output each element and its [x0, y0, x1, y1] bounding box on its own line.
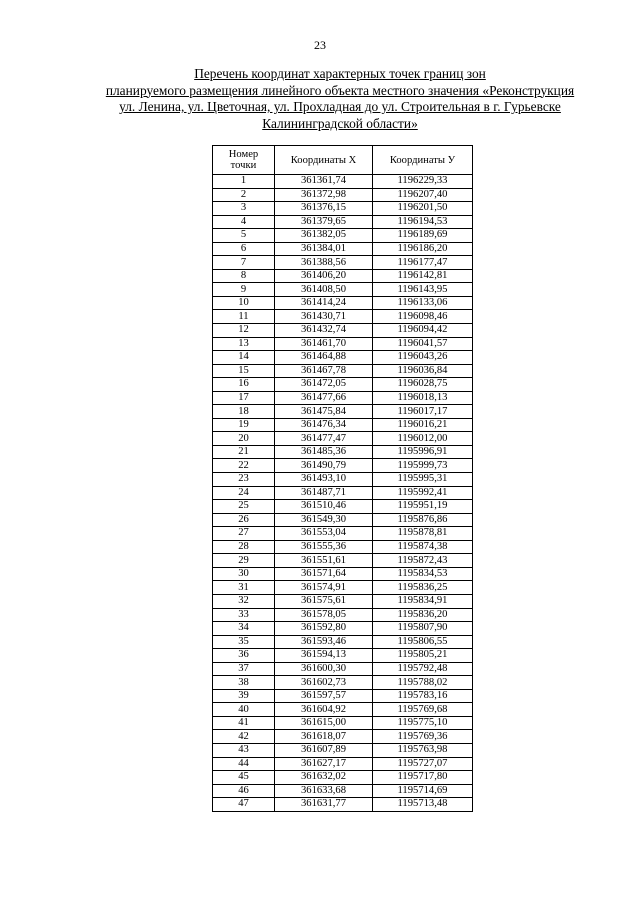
table-row: [213, 269, 473, 283]
cell-coordinate-x: 361632,02: [275, 771, 373, 785]
cell-coordinate-y: 1195874,38: [373, 540, 473, 554]
cell-point-number: 36: [213, 649, 275, 663]
cell-coordinate-x: 361597,57: [275, 689, 373, 703]
cell-point-number: 26: [213, 513, 275, 527]
cell-coordinate-y: 1195876,86: [373, 513, 473, 527]
cell-coordinate-x: 361555,36: [275, 540, 373, 554]
cell-point-number: 42: [213, 730, 275, 744]
cell-coordinate-x: 361553,04: [275, 527, 373, 541]
table-row: [213, 283, 473, 297]
cell-point-number: 22: [213, 459, 275, 473]
cell-point-number: 33: [213, 608, 275, 622]
cell-point-number: 2: [213, 188, 275, 202]
cell-coordinate-y: 1195806,55: [373, 635, 473, 649]
cell-point-number: 45: [213, 771, 275, 785]
table-row: [213, 391, 473, 405]
cell-coordinate-y: 1196186,20: [373, 242, 473, 256]
cell-point-number: 41: [213, 716, 275, 730]
cell-coordinate-x: 361467,78: [275, 364, 373, 378]
cell-point-number: 38: [213, 676, 275, 690]
table-row: [213, 743, 473, 757]
table-row: [213, 459, 473, 473]
cell-point-number: 3: [213, 202, 275, 216]
cell-point-number: 14: [213, 351, 275, 365]
table-row: [213, 229, 473, 243]
table-row: [213, 500, 473, 514]
cell-coordinate-x: 361490,79: [275, 459, 373, 473]
cell-coordinate-y: 1196229,33: [373, 175, 473, 189]
cell-coordinate-x: 361384,01: [275, 242, 373, 256]
table-row: [213, 310, 473, 324]
cell-point-number: 37: [213, 662, 275, 676]
table-row: [213, 798, 473, 812]
cell-coordinate-x: 361551,61: [275, 554, 373, 568]
cell-coordinate-x: 361578,05: [275, 608, 373, 622]
header-point-number-line1: Номер: [228, 149, 259, 160]
cell-coordinate-y: 1196018,13: [373, 391, 473, 405]
cell-point-number: 13: [213, 337, 275, 351]
cell-coordinate-y: 1196207,40: [373, 188, 473, 202]
table-row: [213, 296, 473, 310]
cell-coordinate-x: 361432,74: [275, 324, 373, 338]
cell-coordinate-y: 1196017,17: [373, 405, 473, 419]
cell-coordinate-x: 361615,00: [275, 716, 373, 730]
header-point-number-line2: точки: [230, 160, 257, 171]
cell-coordinate-y: 1195951,19: [373, 500, 473, 514]
cell-point-number: 20: [213, 432, 275, 446]
cell-coordinate-x: 361408,50: [275, 283, 373, 297]
cell-coordinate-x: 361376,15: [275, 202, 373, 216]
cell-point-number: 23: [213, 473, 275, 487]
cell-coordinate-y: 1196036,84: [373, 364, 473, 378]
table-header-row: [213, 146, 473, 175]
cell-coordinate-x: 361602,73: [275, 676, 373, 690]
table-row: [213, 676, 473, 690]
cell-coordinate-y: 1196201,50: [373, 202, 473, 216]
title-line: [70, 116, 610, 133]
cell-coordinate-x: 361633,68: [275, 784, 373, 798]
cell-coordinate-x: 361379,65: [275, 215, 373, 229]
cell-coordinate-x: 361430,71: [275, 310, 373, 324]
cell-coordinate-y: 1195763,98: [373, 743, 473, 757]
table-row: [213, 432, 473, 446]
cell-coordinate-y: 1195769,68: [373, 703, 473, 717]
cell-coordinate-y: 1196143,95: [373, 283, 473, 297]
cell-coordinate-x: 361592,80: [275, 622, 373, 636]
cell-point-number: 12: [213, 324, 275, 338]
cell-coordinate-y: 1195834,91: [373, 594, 473, 608]
cell-point-number: 28: [213, 540, 275, 554]
cell-point-number: 30: [213, 567, 275, 581]
cell-coordinate-y: 1195807,90: [373, 622, 473, 636]
cell-coordinate-x: 361571,64: [275, 567, 373, 581]
table-row: [213, 256, 473, 270]
cell-coordinate-y: 1195769,36: [373, 730, 473, 744]
cell-point-number: 9: [213, 283, 275, 297]
cell-point-number: 46: [213, 784, 275, 798]
table-row: [213, 662, 473, 676]
cell-coordinate-y: 1195995,31: [373, 473, 473, 487]
cell-coordinate-y: 1195727,07: [373, 757, 473, 771]
cell-point-number: 17: [213, 391, 275, 405]
cell-point-number: 4: [213, 215, 275, 229]
title-line: [70, 99, 610, 116]
table-row: [213, 405, 473, 419]
cell-coordinate-y: 1195992,41: [373, 486, 473, 500]
cell-point-number: 21: [213, 445, 275, 459]
cell-point-number: 18: [213, 405, 275, 419]
cell-point-number: 44: [213, 757, 275, 771]
cell-coordinate-x: 361406,20: [275, 269, 373, 283]
cell-point-number: 10: [213, 296, 275, 310]
cell-coordinate-y: 1196098,46: [373, 310, 473, 324]
table-row: [213, 473, 473, 487]
cell-coordinate-y: 1195714,69: [373, 784, 473, 798]
table-row: [213, 554, 473, 568]
cell-coordinate-x: 361607,89: [275, 743, 373, 757]
cell-coordinate-y: 1195834,53: [373, 567, 473, 581]
cell-point-number: 11: [213, 310, 275, 324]
cell-point-number: 8: [213, 269, 275, 283]
cell-coordinate-x: 361493,10: [275, 473, 373, 487]
cell-coordinate-y: 1195999,73: [373, 459, 473, 473]
cell-coordinate-x: 361472,05: [275, 378, 373, 392]
cell-point-number: 27: [213, 527, 275, 541]
cell-point-number: 31: [213, 581, 275, 595]
cell-coordinate-y: 1196177,47: [373, 256, 473, 270]
cell-coordinate-x: 361477,66: [275, 391, 373, 405]
table-row: [213, 716, 473, 730]
cell-coordinate-x: 361549,30: [275, 513, 373, 527]
cell-coordinate-x: 361475,84: [275, 405, 373, 419]
cell-coordinate-x: 361388,56: [275, 256, 373, 270]
cell-coordinate-y: 1195878,81: [373, 527, 473, 541]
cell-coordinate-x: 361604,92: [275, 703, 373, 717]
cell-coordinate-y: 1196133,06: [373, 296, 473, 310]
title-line-text: Перечень координат характерных точек границ зон: [194, 66, 486, 81]
cell-coordinate-x: 361631,77: [275, 798, 373, 812]
title-line-text: ул. Ленина, ул. Цветочная, ул. Прохладная до ул. Строительная в г. Гурьевске: [119, 99, 561, 114]
cell-coordinate-x: 361372,98: [275, 188, 373, 202]
cell-coordinate-y: 1196016,21: [373, 418, 473, 432]
table-row: [213, 188, 473, 202]
cell-coordinate-x: 361476,34: [275, 418, 373, 432]
table-row: [213, 202, 473, 216]
table-row: [213, 730, 473, 744]
coordinates-table: [212, 145, 473, 812]
table-row: [213, 527, 473, 541]
cell-point-number: 19: [213, 418, 275, 432]
cell-point-number: 39: [213, 689, 275, 703]
cell-coordinate-y: 1196142,81: [373, 269, 473, 283]
cell-coordinate-x: 361600,30: [275, 662, 373, 676]
cell-point-number: 34: [213, 622, 275, 636]
cell-coordinate-x: 361487,71: [275, 486, 373, 500]
cell-coordinate-y: 1195783,16: [373, 689, 473, 703]
cell-coordinate-y: 1195717,80: [373, 771, 473, 785]
cell-point-number: 43: [213, 743, 275, 757]
header-coordinate-x: Координаты X: [275, 146, 373, 175]
table-row: [213, 486, 473, 500]
cell-point-number: 16: [213, 378, 275, 392]
table-row: [213, 175, 473, 189]
cell-coordinate-y: 1195805,21: [373, 649, 473, 663]
cell-coordinate-x: 361627,17: [275, 757, 373, 771]
cell-coordinate-y: 1195788,02: [373, 676, 473, 690]
table-row: [213, 445, 473, 459]
cell-coordinate-y: 1196189,69: [373, 229, 473, 243]
cell-coordinate-x: 361575,61: [275, 594, 373, 608]
cell-point-number: 29: [213, 554, 275, 568]
cell-point-number: 25: [213, 500, 275, 514]
cell-point-number: 35: [213, 635, 275, 649]
cell-point-number: 47: [213, 798, 275, 812]
cell-coordinate-y: 1195792,48: [373, 662, 473, 676]
cell-coordinate-x: 361477,47: [275, 432, 373, 446]
table-row: [213, 513, 473, 527]
cell-coordinate-y: 1196012,00: [373, 432, 473, 446]
header-coordinate-y: Координаты У: [373, 146, 473, 175]
table-row: [213, 364, 473, 378]
header-point-number: [213, 146, 275, 175]
table-row: [213, 689, 473, 703]
cell-point-number: 24: [213, 486, 275, 500]
title-line: [70, 66, 610, 83]
table-row: [213, 784, 473, 798]
page-number: 23: [314, 38, 326, 52]
table-row: [213, 378, 473, 392]
title-line-text: планируемого размещения линейного объекта местного значения «Реконструкция: [105, 82, 575, 98]
cell-coordinate-x: 361382,05: [275, 229, 373, 243]
cell-coordinate-y: 1196043,26: [373, 351, 473, 365]
cell-coordinate-x: 361594,13: [275, 649, 373, 663]
cell-point-number: 5: [213, 229, 275, 243]
cell-coordinate-y: 1195713,48: [373, 798, 473, 812]
table-row: [213, 215, 473, 229]
table-row: [213, 540, 473, 554]
table-body: [213, 175, 473, 812]
cell-coordinate-x: 361464,88: [275, 351, 373, 365]
table-row: [213, 324, 473, 338]
cell-coordinate-y: 1195996,91: [373, 445, 473, 459]
cell-coordinate-y: 1196028,75: [373, 378, 473, 392]
cell-coordinate-y: 1196041,57: [373, 337, 473, 351]
cell-point-number: 32: [213, 594, 275, 608]
cell-coordinate-y: 1195836,25: [373, 581, 473, 595]
cell-coordinate-x: 361461,70: [275, 337, 373, 351]
cell-coordinate-x: 361510,46: [275, 500, 373, 514]
cell-point-number: 15: [213, 364, 275, 378]
cell-coordinate-y: 1195872,43: [373, 554, 473, 568]
table-row: [213, 649, 473, 663]
table-row: [213, 581, 473, 595]
cell-point-number: 40: [213, 703, 275, 717]
cell-coordinate-x: 361361,74: [275, 175, 373, 189]
document-title: [70, 66, 610, 132]
table-row: [213, 351, 473, 365]
cell-coordinate-x: 361485,36: [275, 445, 373, 459]
title-line-text: Калининградской области»: [262, 115, 418, 131]
cell-coordinate-x: 361593,46: [275, 635, 373, 649]
cell-coordinate-y: 1195836,20: [373, 608, 473, 622]
table-row: [213, 242, 473, 256]
cell-coordinate-x: 361574,91: [275, 581, 373, 595]
table-row: [213, 418, 473, 432]
cell-coordinate-x: 361618,07: [275, 730, 373, 744]
table-row: [213, 757, 473, 771]
table-row: [213, 635, 473, 649]
cell-point-number: 1: [213, 175, 275, 189]
cell-coordinate-x: 361414,24: [275, 296, 373, 310]
table-row: [213, 622, 473, 636]
cell-point-number: 7: [213, 256, 275, 270]
cell-coordinate-y: 1196194,53: [373, 215, 473, 229]
table-row: [213, 703, 473, 717]
table-row: [213, 771, 473, 785]
table-row: [213, 567, 473, 581]
title-line: [70, 83, 610, 100]
table-row: [213, 337, 473, 351]
cell-coordinate-y: 1195775,10: [373, 716, 473, 730]
cell-point-number: 6: [213, 242, 275, 256]
table-row: [213, 594, 473, 608]
cell-coordinate-y: 1196094,42: [373, 324, 473, 338]
table-row: [213, 608, 473, 622]
